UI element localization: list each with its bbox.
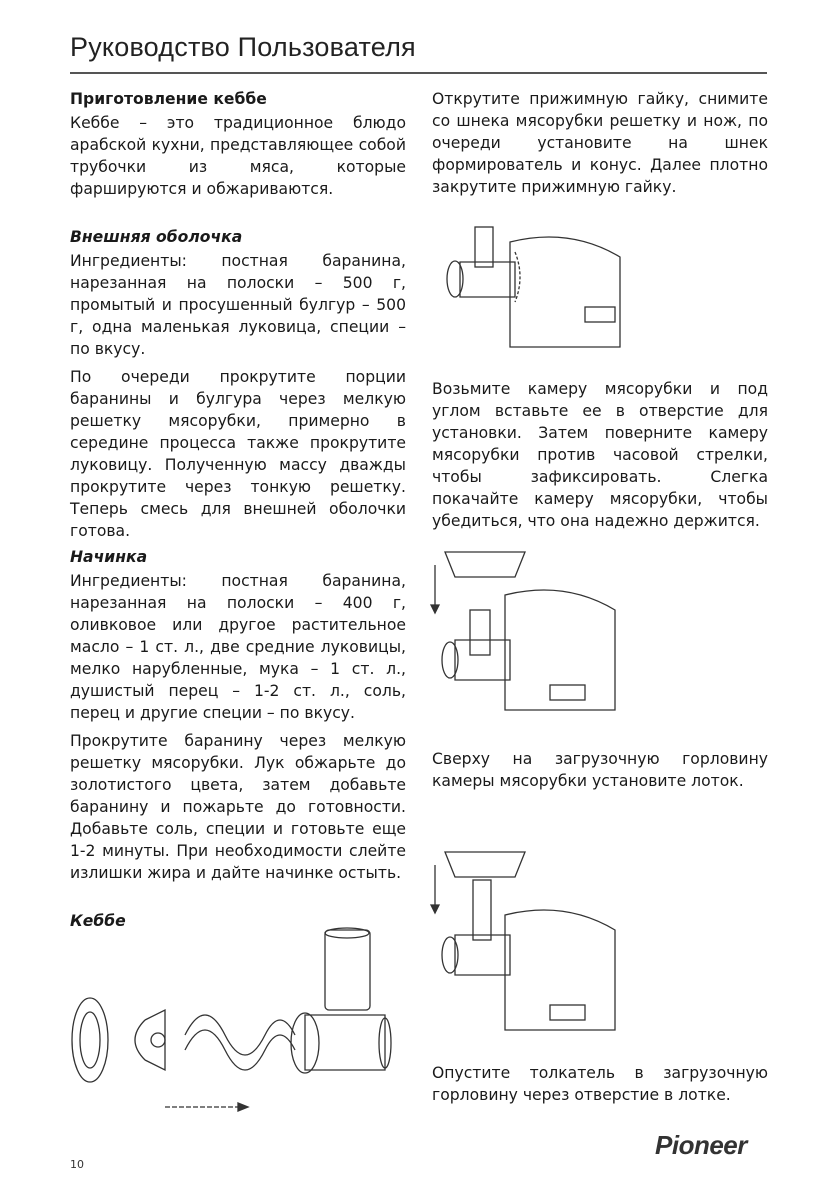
section-outer-shell: [70, 226, 406, 548]
grinder-illustration-1: [435, 222, 635, 362]
paragraph: Ингредиенты: постная баранина, нарезанная на полоски – 500 г, промытый и просушенный булгур – 500 г, одна маленькая луковица, специи – по вкусу.: [70, 252, 406, 358]
parts-illustration: [60, 925, 400, 1120]
paragraph: По очереди прокрутите порции баранины и булгура через мелкую решетку мясорубки, примерно в середине процесса также прокрутите луковицу. Полученную массу дважды прокрутите через тонкую решетку. Теперь смесь для внешней оболочки готова.: [70, 368, 406, 540]
section-title: Внешняя оболочка: [70, 228, 243, 246]
paragraph: Открутите прижимную гайку, снимите со шнека мясорубки решетку и нож, по очереди установите на шнек формирователь и конус. Далее плотно закрутите прижимную гайку.: [432, 90, 768, 196]
grinder-illustration-3: [425, 840, 625, 1040]
page-title: Руководство Пользователя: [70, 32, 416, 62]
section-title: Кеббе: [70, 912, 126, 930]
section-title: Приготовление кеббе: [70, 90, 267, 108]
header-divider: [70, 72, 767, 74]
section-title: Начинка: [70, 548, 148, 566]
step-4: [432, 1062, 768, 1112]
grinder-illustration-2: [425, 540, 625, 720]
section-filling: [70, 546, 406, 890]
section-preparation: [70, 88, 406, 206]
paragraph: Опустите толкатель в загрузочную горловину через отверстие в лотке.: [432, 1064, 768, 1104]
step-2: [432, 378, 768, 538]
paragraph: Ингредиенты: постная баранина, нарезанная на полоски – 400 г, оливковое или другое растительное масло – 1 ст. л., две средние луковицы, мелко нарубленные, мука – 1 ст. л., душистый перец – 1-2 ст. л., соль, перец и другие специи – по вкусу.: [70, 572, 406, 722]
brand-logo: Pioneer: [655, 1130, 747, 1160]
paragraph: Прокрутите баранину через мелкую решетку мясорубки. Лук обжарьте до золотистого цвета, затем добавьте баранину и пожарьте до готовности. Добавьте соль, специи и готовьте еще 1-2 минуты. При необходимости слейте излишки жира и дайте начинке остыть.: [70, 732, 406, 882]
step-1: [432, 88, 768, 204]
paragraph: Сверху на загрузочную горловину камеры мясорубки установите лоток.: [432, 750, 768, 790]
paragraph: Кеббе – это традиционное блюдо арабской кухни, представляющее собой трубочки из мяса, которые фаршируются и обжариваются.: [70, 114, 406, 198]
paragraph: Возьмите камеру мясорубки и под углом вставьте ее в отверстие для установки. Затем поверните камеру мясорубки против часовой стрелки, чтобы зафиксировать. Слегка покачайте камеру мясорубки, чтобы убедиться, что она надежно держится.: [432, 380, 768, 530]
page-number: 10: [70, 1158, 84, 1171]
step-3: [432, 748, 768, 798]
